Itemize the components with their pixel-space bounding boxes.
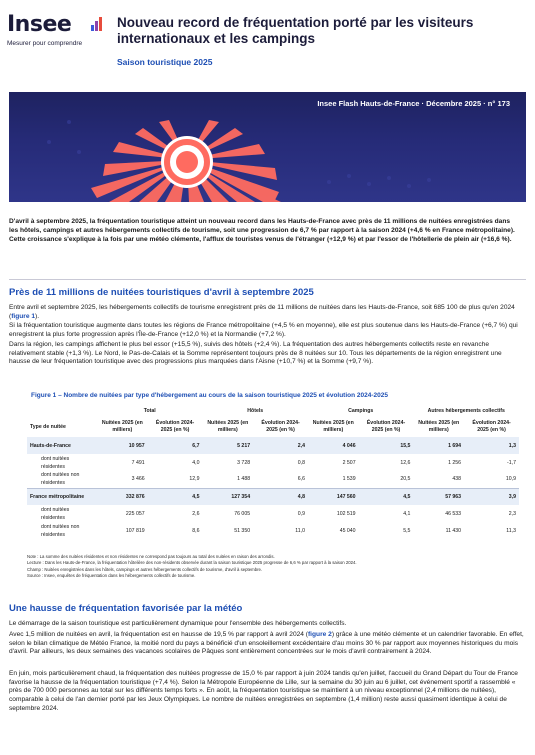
cell-evolution: 4,0: [192, 459, 200, 466]
section1-paragraph-2: Si la fréquentation touristique augmente dans toutes les régions de France métropolitaine (+4,5 % en moyenne), elle est plus soutenue dans les Hauts-de-France (+6,7 %) qui enregistrent la plus forte progression après l'Île-de-France (+12,0 %) et la Normandie (+7,2 %).: [9, 322, 518, 338]
cell-nuitees: 51 350: [234, 527, 251, 534]
sub-header-evolution: Évolution 2024-2025 (en %): [366, 420, 406, 433]
cell-evolution: 10,9: [505, 476, 516, 483]
cell-nuitees: 45 040: [339, 527, 356, 534]
cell-evolution: 2,6: [192, 510, 200, 517]
logo-bars-icon: [91, 17, 105, 31]
row-label: France métropolitaine: [27, 488, 97, 505]
publication-reference: Insee Flash Hauts-de-France · Décembre 2025 · n° 173: [317, 99, 510, 108]
cell-nuitees: 107 819: [125, 527, 145, 534]
cell-nuitees: 1 256: [448, 459, 462, 466]
cell-nuitees: 102 519: [336, 510, 356, 517]
cell-nuitees: 46 533: [445, 510, 462, 517]
cell-evolution: 20,5: [400, 476, 411, 483]
section2-heading: Une hausse de fréquentation favorisée par la météo: [9, 603, 243, 614]
section2-paragraph-3: En juin, mois particulièrement chaud, la fréquentation des nuitées progresse de 15,0 % par rapport à juin 2024 tandis qu'en juillet, l'accueil du Grand Départ du Tour de France favorise la hausse de la fréquentation touristique (+7,4 %). Selon la Métropole Européenne de Lille, sur la semaine du 30 juin au 6 juillet, cet événement sportif a rassemblé « près de 700 000 personnes au total sur les différents temps forts ». En août, la fréquentation touristique se maintient à un niveau exceptionnel (2,4 millions de nuitées), comparable à celui de l'an dernier porté par les Jeux Olympiques. Le nombre de nuitées enregistrées en septembre (1,4 million) reste aussi quasiment identique à celui de septembre 2024.: [9, 670, 518, 712]
cell-evolution: 12,9: [189, 476, 200, 483]
champ-line: Champ : Nuitées enregistrées dans les hôtels, campings et autres hébergements collectifs de tourisme, d'avril à septembre.: [27, 566, 263, 572]
section-divider: [9, 279, 526, 280]
cell-evolution: 11,3: [506, 527, 516, 534]
row-label: dont nuitées non résidentes: [41, 472, 80, 487]
row-label: dont nuitées résidentes: [41, 506, 70, 521]
cell-nuitees: 3 728: [237, 459, 251, 466]
cover-banner: [9, 92, 526, 202]
cell-evolution: 4,5: [148, 488, 203, 505]
cell-nuitees: 2 507: [342, 459, 356, 466]
cell-evolution: 0,8: [297, 459, 305, 466]
insee-logo: [7, 14, 107, 54]
cell-evolution: 4,5: [359, 488, 414, 505]
cell-nuitees: 332 876: [97, 488, 148, 505]
cell-evolution: 12,6: [400, 459, 411, 466]
cell-nuitees: 5 217: [237, 442, 251, 449]
cell-nuitees: 1 488: [237, 476, 251, 483]
figure1-title: Figure 1 – Nombre de nuitées par type d'hébergement au cours de la saison touristique 2025 et évolution 2024-2025: [31, 392, 388, 399]
table-row: [27, 471, 519, 488]
cell-evolution: 8,6: [192, 527, 200, 534]
figure1-notes: [27, 554, 522, 580]
row-label: dont nuitées résidentes: [41, 455, 70, 470]
cell-evolution: 2,3: [508, 510, 516, 517]
cell-nuitees: 1 694: [448, 442, 462, 449]
col-group-total: Total: [143, 408, 156, 414]
sub-header-nuitees: Nuitées 2025 (en milliers): [207, 420, 249, 433]
cell-nuitees: 4 046: [342, 442, 356, 449]
table-row: [27, 488, 519, 505]
table-row: [27, 437, 519, 454]
figure1-link[interactable]: figure 1: [11, 312, 36, 320]
cell-evolution: 5,5: [403, 527, 411, 534]
cell-nuitees: 438: [452, 476, 462, 483]
col-group-others: Autres hébergements collectifs: [427, 408, 505, 414]
col-group-campings: Campings: [348, 408, 374, 414]
section1-paragraph-1: [9, 304, 524, 321]
note-line: Note : La somme des nuitées résidentes et non résidentes ne correspond pas toujours au total des nuitées en raison des arrondis.: [27, 554, 275, 559]
cell-nuitees: 10 957: [128, 442, 145, 449]
source-line: Source : Insee, enquêtes de fréquentation dans les hébergements collectifs de tourisme.: [27, 573, 196, 579]
figure1-table-body: [27, 437, 519, 539]
section2-p2-text: Avec 1,5 million de nuitées en avril, la fréquentation est en hausse de 19,5 % par rapport à avril 2024 (: [9, 631, 308, 638]
table-row: [27, 505, 519, 522]
cell-evolution: 4,1: [403, 510, 411, 517]
cell-nuitees: 57 963: [413, 488, 464, 505]
logo-tagline: Mesurer pour comprendre: [7, 40, 83, 47]
cell-evolution: 15,5: [400, 442, 411, 449]
cell-nuitees: 147 560: [308, 488, 359, 505]
cell-evolution: 0,9: [297, 510, 305, 517]
sunburst-illustration: [9, 92, 526, 202]
table-row: [27, 522, 519, 539]
cell-evolution: 1,3: [508, 442, 516, 449]
cell-evolution: -1,7: [507, 459, 516, 466]
page-title: Nouveau record de fréquentation porté par les visiteurs internationaux et les campings: [117, 15, 474, 46]
table-row: [27, 454, 519, 471]
cell-nuitees: 225 057: [125, 510, 145, 517]
cell-evolution: 4,8: [253, 488, 308, 505]
table-corner: [27, 405, 97, 417]
cell-nuitees: 3 466: [131, 476, 145, 483]
intro-summary: D'avril à septembre 2025, la fréquentation touristique atteint un nouveau record dans les Hauts-de-France avec près de 11 millions de nuitées enregistrées dans les hôtels, campings et autres hébergements collectifs de tourisme, soit une progression de 6,7 % par rapport à la saison 2024 (+4,6 % en France métropolitaine). Cette croissance s'explique à la fois par une météo clémente, l'afflux de touristes venus de l'étranger (+12,9 %) et par l'essor de l'hôtellerie de plein air (+16,6 %).: [9, 218, 515, 243]
lecture-line: Lecture : Dans les Hauts-de-France, la fréquentation hôtelière des non-résidents observée durant la saison touristique 2025 progresse de 6,6 % par rapport à la saison 2024.: [27, 560, 357, 566]
figure1-table: [27, 405, 519, 539]
sub-header-evolution: Évolution 2024-2025 (en %): [155, 420, 195, 433]
sub-header-nuitees: Nuitées 2025 (en milliers): [101, 420, 143, 433]
cell-evolution: 6,7: [192, 442, 200, 449]
page-subtitle: Saison touristique 2025: [117, 57, 213, 67]
cell-nuitees: 1 539: [342, 476, 356, 483]
cell-evolution: 3,9: [464, 488, 519, 505]
col-group-hotels: Hôtels: [247, 408, 264, 414]
cell-nuitees: 11 430: [445, 527, 462, 534]
section2-paragraph-1: Le démarrage de la saison touristique est particulièrement dynamique pour l'ensemble des hébergements collectifs.: [9, 620, 347, 627]
logo-wordmark: Insee: [7, 12, 72, 37]
sub-header-evolution: Évolution 2024-2025 (en %): [472, 420, 511, 433]
section1-p1-end: ).: [35, 312, 40, 320]
row-label: dont nuitées non résidentes: [41, 523, 80, 538]
cell-nuitees: 7 491: [131, 459, 145, 466]
sub-header-nuitees: Nuitées 2025 (en milliers): [418, 420, 460, 433]
cell-nuitees: 76 005: [234, 510, 251, 517]
section2-p2-end: ) grâce à une météo clémente et un calendrier favorable. En effet, selon le bilan climatique de Météo France, la moitié nord du pays a bénéficié d'un ensoleillement excédentaire d'au moins 30 % par rapport aux moyennes historiques du mois d'avril. Par ailleurs, les deux semaines des vacances scolaires de Pâques sont entièrement concentrées sur le mois d'avril contrairement à 2024.: [9, 631, 524, 656]
figure2-link[interactable]: figure 2: [307, 631, 332, 638]
cell-evolution: 11,0: [295, 527, 305, 534]
section1-paragraph-3: Dans la région, les campings affichent le plus bel essor (+15,5 %), suivis des hôtels (+2,4 %). La fréquentation des autres hébergements collectifs reste en revanche relativement stable (+1,3 %). Le Nord, le Pas-de-Calais et la Somme représentent toujours près de 8 nuitées sur 10. Tous les départements de la région enregistrent une hausse de leur fréquentation touristique avec des progressions plus marquées dans l'Aisne (+10,7 %) et la Somme (+9,7 %).: [9, 341, 502, 366]
cell-nuitees: 127 354: [202, 488, 253, 505]
section1-heading: Près de 11 millions de nuitées touristiques d'avril à septembre 2025: [9, 287, 314, 298]
row-label: Hauts-de-France: [30, 442, 71, 449]
section1-p1-text: Entre avril et septembre 2025, les hébergements collectifs de tourisme enregistrent près de 11 millions de nuitées dans les Hauts-de-France, soit 685 100 de plus qu'en 2024 (: [9, 304, 515, 320]
sub-header-evolution: Évolution 2024-2025 (en %): [261, 420, 300, 433]
sub-header-nuitees: Nuitées 2025 (en milliers): [312, 420, 354, 433]
section2-paragraph-2: [9, 631, 524, 657]
row-header: Type de nuitée: [30, 423, 66, 430]
cell-evolution: 6,6: [297, 476, 305, 483]
cell-evolution: 2,4: [297, 442, 305, 449]
